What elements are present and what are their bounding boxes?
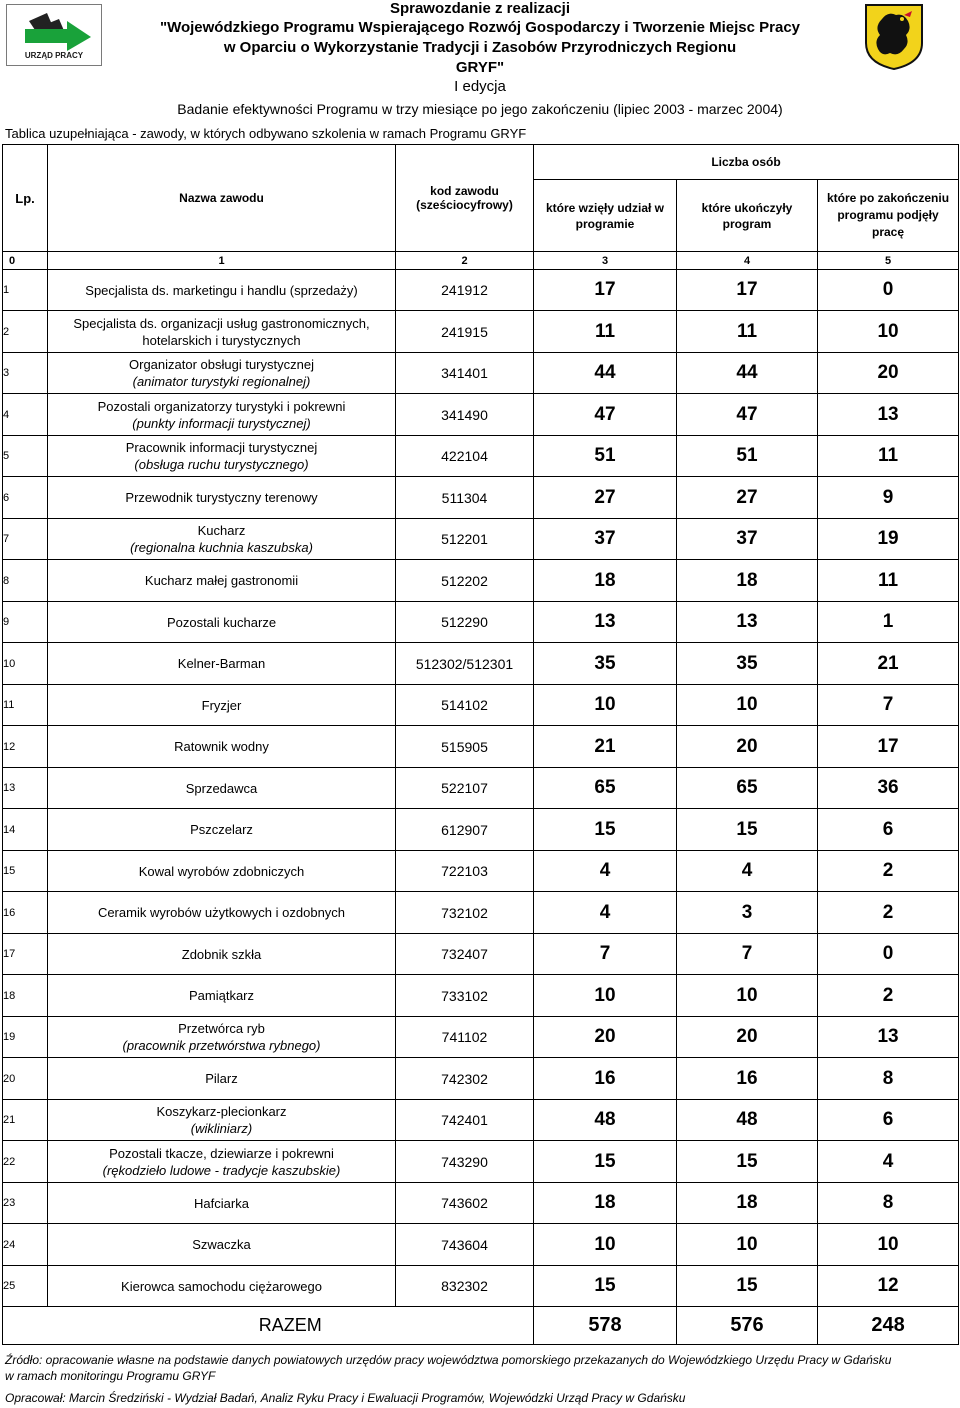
participants-count: 48: [534, 1100, 677, 1141]
table-row: [3, 1141, 959, 1183]
profession-code: 742401: [396, 1100, 534, 1141]
column-number: 0: [3, 252, 48, 270]
profession-code: 511304: [396, 477, 534, 519]
profession-title: Pozostali kucharze: [166, 614, 277, 630]
participants-count: 44: [534, 353, 677, 394]
profession-title: Kelner-Barman: [177, 656, 266, 671]
completed-count: 18: [677, 1183, 818, 1224]
profession-name: [48, 1100, 396, 1141]
table-row: [3, 477, 959, 519]
profession-code: 512302/512301: [396, 643, 534, 685]
participants-count: 16: [534, 1058, 677, 1100]
completed-column-header: które ukończyły program: [677, 180, 818, 252]
profession-detail: (pracownik przetwórstwa rybnego): [122, 1038, 321, 1053]
participants-count: 35: [534, 643, 677, 685]
table-row: [3, 1183, 959, 1224]
profession-name: [48, 851, 396, 892]
completed-count: 15: [677, 1141, 818, 1183]
total-label: RAZEM: [48, 1307, 534, 1345]
employed-count: 10: [818, 311, 959, 353]
professions-table: [2, 144, 959, 1345]
lp-column-header: Lp.: [3, 145, 48, 252]
profession-title: Pilarz: [205, 1071, 238, 1086]
profession-title: Szwaczka: [192, 1237, 251, 1252]
profession-code: 512202: [396, 560, 534, 602]
row-number: 2: [3, 311, 48, 353]
total-employed: 248: [818, 1307, 959, 1345]
completed-count: 3: [677, 892, 818, 934]
profession-title: Koszykarz-plecionkarz: [156, 1104, 287, 1119]
row-number: 1: [3, 270, 48, 311]
table-row: [3, 975, 959, 1017]
profession-code: 743604: [396, 1224, 534, 1266]
completed-count: 48: [677, 1100, 818, 1141]
program-name-line2: w Oparciu o Wykorzystanie Tradycji i Zasobów Przyrodniczych Regionu: [223, 39, 737, 56]
row-number: 18: [3, 975, 48, 1017]
row-number: 8: [3, 560, 48, 602]
table-row: [3, 602, 959, 643]
table-caption: Tablica uzupełniająca - zawody, w których odbywano szkolenia w ramach Programu GRYF: [5, 126, 527, 141]
completed-count: 17: [677, 270, 818, 311]
profession-name: [48, 1224, 396, 1266]
column-numbers-row: [3, 252, 959, 270]
employed-count: 10: [818, 1224, 959, 1266]
profession-title: Ceramik wyrobów użytkowych i ozdobnych: [97, 905, 346, 920]
profession-code: 512201: [396, 519, 534, 560]
profession-title: Pozostali tkacze, dziewiarze i pokrewni: [109, 1145, 334, 1161]
column-number: 2: [396, 252, 534, 270]
profession-title: Specjalista ds. organizacji usług gastronomicznych, hotelarskich i turystycznych: [73, 315, 370, 348]
employed-count: 6: [818, 809, 959, 851]
table-row: [3, 934, 959, 975]
table-row: [3, 726, 959, 768]
profession-name: [48, 1266, 396, 1307]
report-subtitle: Badanie efektywności Programu w trzy miesiące po jego zakończeniu (lipiec 2003 - marzec 2004): [177, 101, 783, 117]
row-number: 11: [3, 685, 48, 726]
row-number: 7: [3, 519, 48, 560]
participants-count: 4: [534, 892, 677, 934]
table-row: [3, 353, 959, 394]
profession-title: Ratownik wodny: [174, 739, 269, 754]
profession-code: 515905: [396, 726, 534, 768]
table-body: [3, 270, 959, 1307]
participants-count: 15: [534, 1141, 677, 1183]
table-row: [3, 685, 959, 726]
profession-title: Kucharz: [197, 523, 246, 538]
profession-name: [48, 685, 396, 726]
profession-title: Pracownik informacji turystycznej: [125, 440, 318, 455]
row-number: 22: [3, 1141, 48, 1183]
completed-count: 44: [677, 353, 818, 394]
total-row: [3, 1307, 959, 1345]
profession-title: Pozostali organizatorzy turystyki i pokrewni: [97, 398, 346, 414]
profession-code: 612907: [396, 809, 534, 851]
people-count-group-header: Liczba osób: [534, 145, 959, 180]
table-row: [3, 394, 959, 436]
table-row: [3, 768, 959, 809]
program-name-line3: GRYF": [455, 59, 505, 76]
row-number: 25: [3, 1266, 48, 1307]
profession-name: [48, 311, 396, 353]
profession-code: 241915: [396, 311, 534, 353]
profession-code: 743290: [396, 1141, 534, 1183]
profession-title: Specjalista ds. marketingu i handlu (sprzedaży): [85, 282, 358, 298]
profession-name: [48, 1141, 396, 1183]
row-number: 10: [3, 643, 48, 685]
column-number: 3: [534, 252, 677, 270]
participants-count: 15: [534, 809, 677, 851]
profession-title: Pamiątkarz: [188, 988, 255, 1003]
profession-name: [48, 1183, 396, 1224]
column-number: 1: [48, 252, 396, 270]
row-number: 4: [3, 394, 48, 436]
profession-name: [48, 477, 396, 519]
source-note: Źródło: opracowanie własne na podstawie danych powiatowych urzędów pracy województwa pomorskiego przekazanych do Wojewódzkiego Urzędu Pracy w Gdańsku: [5, 1353, 892, 1367]
profession-title: Sprzedawca: [185, 780, 258, 796]
profession-title: Organizator obsługi turystycznej: [129, 357, 314, 372]
participants-count: 7: [534, 934, 677, 975]
participants-count: 18: [534, 1183, 677, 1224]
participants-count: 4: [534, 851, 677, 892]
profession-code: 341490: [396, 394, 534, 436]
participants-count: 10: [534, 975, 677, 1017]
completed-count: 37: [677, 519, 818, 560]
employed-count: 8: [818, 1183, 959, 1224]
employed-count: 4: [818, 1141, 959, 1183]
pomorskie-crest-icon: [864, 3, 924, 71]
participants-count: 15: [534, 1266, 677, 1307]
completed-count: 20: [677, 726, 818, 768]
employed-count: 0: [818, 270, 959, 311]
row-number: 15: [3, 851, 48, 892]
edition-label: I edycja: [454, 78, 506, 95]
profession-code: 732407: [396, 934, 534, 975]
employed-count: 9: [818, 477, 959, 519]
profession-name: [48, 436, 396, 477]
profession-code: 341401: [396, 353, 534, 394]
profession-code: 732102: [396, 892, 534, 934]
completed-count: 15: [677, 1266, 818, 1307]
table-row: [3, 270, 959, 311]
participants-count: 18: [534, 560, 677, 602]
row-number: 14: [3, 809, 48, 851]
table-row: [3, 1058, 959, 1100]
completed-count: 27: [677, 477, 818, 519]
profession-code: 832302: [396, 1266, 534, 1307]
profession-detail: (animator turystyki regionalnej): [132, 374, 311, 389]
profession-title: Kowal wyrobów zdobniczych: [138, 863, 305, 879]
row-number: 17: [3, 934, 48, 975]
completed-count: 7: [677, 934, 818, 975]
profession-title: Fryzjer: [201, 697, 242, 713]
completed-count: 10: [677, 975, 818, 1017]
name-column-header: Nazwa zawodu: [48, 145, 396, 252]
profession-detail: (wikliniarz): [190, 1121, 253, 1136]
row-number: 13: [3, 768, 48, 809]
employed-count: 6: [818, 1100, 959, 1141]
completed-count: 11: [677, 311, 818, 353]
row-number: 12: [3, 726, 48, 768]
row-number: 24: [3, 1224, 48, 1266]
profession-title: Kierowca samochodu ciężarowego: [121, 1278, 322, 1294]
profession-code: 733102: [396, 975, 534, 1017]
profession-name: [48, 643, 396, 685]
row-number: 6: [3, 477, 48, 519]
profession-name: [48, 519, 396, 560]
completed-count: 4: [677, 851, 818, 892]
profession-code: 743602: [396, 1183, 534, 1224]
participants-count: 10: [534, 1224, 677, 1266]
profession-title: Kucharz małej gastronomii: [144, 573, 299, 588]
employed-count: 8: [818, 1058, 959, 1100]
completed-count: 20: [677, 1017, 818, 1058]
total-participants: 578: [534, 1307, 677, 1345]
employed-count: 2: [818, 892, 959, 934]
employed-count: 21: [818, 643, 959, 685]
participants-count: 51: [534, 436, 677, 477]
table-row: [3, 519, 959, 560]
profession-title: Pszczelarz: [190, 822, 253, 837]
completed-count: 13: [677, 602, 818, 643]
employed-count: 2: [818, 975, 959, 1017]
profession-name: [48, 975, 396, 1017]
participants-count: 20: [534, 1017, 677, 1058]
table-row: [3, 892, 959, 934]
logo-caption: URZĄD PRACY: [24, 51, 84, 60]
row-number: 5: [3, 436, 48, 477]
table-row: [3, 1017, 959, 1058]
column-number: 4: [677, 252, 818, 270]
participants-count: 21: [534, 726, 677, 768]
profession-code: 722103: [396, 851, 534, 892]
profession-code: 241912: [396, 270, 534, 311]
profession-name: [48, 1058, 396, 1100]
completed-count: 10: [677, 685, 818, 726]
table-row: [3, 809, 959, 851]
author-note: Opracował: Marcin Średziński - Wydział Badań, Analiz Ryku Pracy i Ewaluacji Programów, Wojewódzki Urząd Pracy w Gdańsku: [5, 1391, 686, 1405]
total-spacer: [3, 1307, 48, 1345]
table-row: [3, 311, 959, 353]
employed-count: 7: [818, 685, 959, 726]
row-number: 20: [3, 1058, 48, 1100]
profession-detail: (obsługa ruchu turystycznego): [134, 457, 309, 472]
participants-count: 11: [534, 311, 677, 353]
completed-count: 65: [677, 768, 818, 809]
profession-code: 512290: [396, 602, 534, 643]
employed-count: 13: [818, 1017, 959, 1058]
profession-name: [48, 560, 396, 602]
completed-count: 10: [677, 1224, 818, 1266]
table-row: [3, 1224, 959, 1266]
participants-count: 37: [534, 519, 677, 560]
table-row: [3, 643, 959, 685]
completed-count: 18: [677, 560, 818, 602]
code-column-header: kod zawodu (sześciocyfrowy): [396, 145, 534, 252]
profession-detail: (regionalna kuchnia kaszubska): [130, 540, 313, 555]
row-number: 9: [3, 602, 48, 643]
profession-name: [48, 768, 396, 809]
completed-count: 15: [677, 809, 818, 851]
participants-column-header: które wzięły udział w programie: [534, 180, 677, 252]
completed-count: 51: [677, 436, 818, 477]
employed-count: 17: [818, 726, 959, 768]
employed-count: 11: [818, 560, 959, 602]
profession-title: Hafciarka: [194, 1195, 249, 1211]
profession-name: [48, 353, 396, 394]
profession-code: 422104: [396, 436, 534, 477]
profession-title: Zdobnik szkła: [181, 946, 262, 962]
report-title: Sprawozdanie z realizacji: [389, 0, 571, 17]
program-name-line1: "Wojewódzkiego Programu Wspierającego Rozwój Gospodarczy i Tworzenie Miejsc Pracy: [159, 19, 801, 36]
table-row: [3, 851, 959, 892]
profession-code: 514102: [396, 685, 534, 726]
profession-detail: (rękodzieło ludowe - tradycje kaszubskie): [102, 1162, 341, 1178]
profession-title: Przewodnik turystyczny terenowy: [125, 490, 318, 505]
profession-name: [48, 1017, 396, 1058]
employed-count: 13: [818, 394, 959, 436]
employed-column-header: które po zakończeniu programu podjęły pracę: [818, 180, 959, 252]
table-row: [3, 1100, 959, 1141]
profession-title: Przetwórca ryb: [178, 1021, 265, 1036]
profession-code: 741102: [396, 1017, 534, 1058]
column-number: 5: [818, 252, 959, 270]
source-note-continued: w ramach monitoringu Programu GRYF: [5, 1369, 216, 1383]
employed-count: 0: [818, 934, 959, 975]
participants-count: 17: [534, 270, 677, 311]
row-number: 3: [3, 353, 48, 394]
profession-code: 522107: [396, 768, 534, 809]
total-completed: 576: [677, 1307, 818, 1345]
participants-count: 10: [534, 685, 677, 726]
completed-count: 16: [677, 1058, 818, 1100]
row-number: 21: [3, 1100, 48, 1141]
profession-name: [48, 394, 396, 436]
employed-count: 2: [818, 851, 959, 892]
completed-count: 47: [677, 394, 818, 436]
profession-detail: (punkty informacji turystycznej): [132, 415, 311, 431]
table-row: [3, 560, 959, 602]
table-row: [3, 1266, 959, 1307]
employed-count: 19: [818, 519, 959, 560]
table-row: [3, 436, 959, 477]
participants-count: 65: [534, 768, 677, 809]
row-number: 16: [3, 892, 48, 934]
participants-count: 27: [534, 477, 677, 519]
participants-count: 13: [534, 602, 677, 643]
profession-name: [48, 892, 396, 934]
row-number: 19: [3, 1017, 48, 1058]
completed-count: 35: [677, 643, 818, 685]
employed-count: 1: [818, 602, 959, 643]
employed-count: 12: [818, 1266, 959, 1307]
row-number: 23: [3, 1183, 48, 1224]
profession-name: [48, 602, 396, 643]
profession-name: [48, 726, 396, 768]
employed-count: 11: [818, 436, 959, 477]
profession-name: [48, 809, 396, 851]
profession-name: [48, 934, 396, 975]
profession-name: [48, 270, 396, 311]
participants-count: 47: [534, 394, 677, 436]
report-header: [0, 0, 960, 125]
employed-count: 20: [818, 353, 959, 394]
employed-count: 36: [818, 768, 959, 809]
profession-code: 742302: [396, 1058, 534, 1100]
